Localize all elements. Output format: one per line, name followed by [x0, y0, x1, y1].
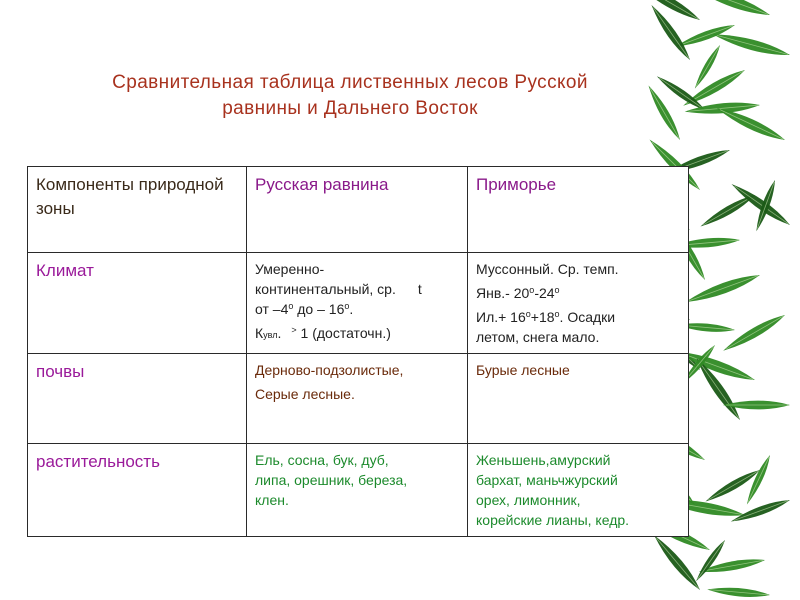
header-cell-primorye: [468, 167, 689, 253]
text-line: Серые лесные.: [255, 386, 355, 402]
greater-than-mark: >: [291, 325, 297, 335]
subscript: увл: [263, 330, 278, 340]
text-line: летом, снега мало.: [476, 329, 600, 345]
bamboo-leaf: [693, 355, 744, 423]
row-label-soils: почвы: [36, 362, 85, 381]
text-line: Бурые лесные: [476, 362, 570, 378]
bamboo-leaf-vein: [720, 110, 783, 140]
vegetation-russian-plain-cell: [247, 444, 468, 537]
bamboo-leaf: [744, 453, 774, 506]
bamboo-leaf: [721, 311, 788, 355]
climate-russian-plain-text: [247, 253, 467, 351]
bamboo-leaf-vein: [653, 8, 688, 59]
page-title: [30, 70, 670, 122]
bamboo-leaf-vein: [698, 542, 724, 580]
soils-primorye-cell: [468, 354, 689, 444]
bamboo-leaf: [753, 179, 778, 233]
degree-mark: о: [525, 309, 531, 319]
bamboo-leaf-vein: [748, 457, 769, 502]
text-fragment: континентальный, ср.: [255, 281, 396, 297]
header-cell-russian-plain: [247, 167, 468, 253]
text-fragment: Янв.- 20: [476, 285, 530, 301]
text-fragment: .: [277, 325, 282, 341]
bamboo-leaf: [729, 496, 791, 525]
bamboo-leaf: [729, 180, 793, 229]
bamboo-leaf: [692, 43, 723, 90]
comparison-table: [27, 166, 689, 537]
bamboo-leaf: [693, 538, 727, 583]
text-line: клен.: [255, 492, 289, 508]
row-label-climate: Климат: [36, 261, 94, 280]
header-primorye-label: Приморье: [476, 175, 557, 194]
bamboo-leaf-vein: [708, 471, 758, 500]
header-cell-components: [28, 167, 247, 253]
bamboo-leaf: [707, 585, 770, 599]
bamboo-leaf: [648, 2, 694, 62]
text-line: [255, 279, 459, 299]
text-fragment: . Осадки: [559, 309, 616, 325]
bamboo-leaf-vein: [734, 501, 788, 521]
text-line: бархат, маньчжурский: [476, 472, 618, 488]
bamboo-leaf-vein: [734, 186, 788, 224]
bamboo-leaf-vein: [686, 71, 743, 104]
bamboo-leaf: [681, 66, 748, 110]
bamboo-leaf-vein: [726, 316, 783, 349]
climate-russian-plain-cell: [247, 253, 468, 354]
bamboo-leaf: [689, 0, 772, 20]
title-line-1: Сравнительная таблица лиственных лесов Русской: [112, 72, 588, 93]
bamboo-leaf-vein: [696, 47, 719, 87]
text-fragment: -24: [534, 285, 555, 301]
table-row: [28, 444, 689, 537]
degree-mark: о: [288, 301, 294, 311]
bamboo-leaf-vein: [680, 353, 753, 380]
soils-primorye-text: [468, 354, 688, 386]
vegetation-primorye-cell: [468, 444, 689, 537]
bamboo-leaf: [714, 104, 787, 145]
bamboo-leaf-vein: [717, 35, 788, 54]
text-line: [476, 283, 680, 303]
text-line: Женьшень,амурский: [476, 452, 611, 468]
text-fragment: Ил.+ 16: [476, 309, 526, 325]
degree-mark: о: [344, 301, 350, 311]
bamboo-leaf-vein: [656, 538, 698, 588]
text-line: Умеренно-: [255, 261, 325, 277]
bamboo-leaf-vein: [688, 105, 758, 111]
table-row: [28, 253, 689, 354]
bamboo-leaf: [632, 0, 702, 24]
text-line: [255, 299, 459, 319]
bamboo-leaf: [684, 100, 760, 116]
bamboo-leaf-vein: [710, 590, 768, 595]
climate-primorye-text: [468, 253, 688, 353]
bamboo-leaf: [674, 21, 736, 50]
text-line: орех, лимонник,: [476, 492, 581, 508]
vegetation-russian-plain-text: [247, 444, 467, 516]
text-fragment: +18: [530, 309, 555, 325]
text-line: корейские лианы, кедр.: [476, 512, 630, 528]
row-label-cell: [28, 253, 247, 354]
bamboo-leaf: [651, 532, 704, 593]
title-line-2: равнины и Дальнего Восток: [222, 98, 478, 119]
text-line: Муссонный. Ср. темп.: [476, 261, 619, 277]
bamboo-leaf-vein: [699, 361, 739, 418]
text-fragment: 1 (достаточн.): [300, 325, 391, 341]
header-components-label: Компоненты природной зоны: [36, 175, 224, 218]
text-line: [476, 307, 680, 327]
row-label-cell: [28, 354, 247, 444]
text-fragment: от –4: [255, 301, 289, 317]
bamboo-leaf-vein: [702, 560, 763, 571]
text-line: Дерново-подзолистые,: [255, 362, 404, 378]
climate-primorye-cell: [468, 253, 689, 354]
bamboo-leaf: [712, 29, 792, 60]
soils-russian-plain-cell: [247, 354, 468, 444]
bamboo-leaf-vein: [757, 182, 774, 229]
degree-mark: о: [554, 285, 560, 295]
bamboo-leaf-vein: [638, 0, 698, 19]
text-line: липа, орешник, береза,: [255, 472, 408, 488]
bamboo-leaf: [698, 556, 766, 576]
bamboo-leaf-vein: [703, 196, 753, 225]
bamboo-leaf: [723, 401, 790, 410]
bamboo-leaf: [698, 191, 757, 230]
soils-russian-plain-text: [247, 354, 467, 410]
table-row: [28, 354, 689, 444]
text-fragment: К: [255, 325, 264, 341]
text-fragment: до – 16: [293, 301, 345, 317]
row-label-vegetation: растительность: [36, 452, 160, 471]
vegetation-primorye-text: [468, 444, 688, 536]
text-fragment: .: [349, 301, 354, 317]
header-russian-plain-label: Русская равнина: [255, 175, 389, 194]
degree-mark: о: [529, 285, 535, 295]
bamboo-leaf-vein: [689, 276, 758, 301]
bamboo-leaf: [683, 270, 762, 307]
bamboo-leaf-vein: [695, 0, 768, 14]
bamboo-leaf-vein: [679, 26, 733, 46]
text-fragment: t: [417, 281, 422, 297]
bamboo-leaf: [703, 466, 762, 505]
table-header-row: [28, 167, 689, 253]
text-line: [255, 323, 459, 345]
text-line: Ель, сосна, бук, дуб,: [255, 452, 389, 468]
degree-mark: о: [554, 309, 560, 319]
row-label-cell: [28, 444, 247, 537]
